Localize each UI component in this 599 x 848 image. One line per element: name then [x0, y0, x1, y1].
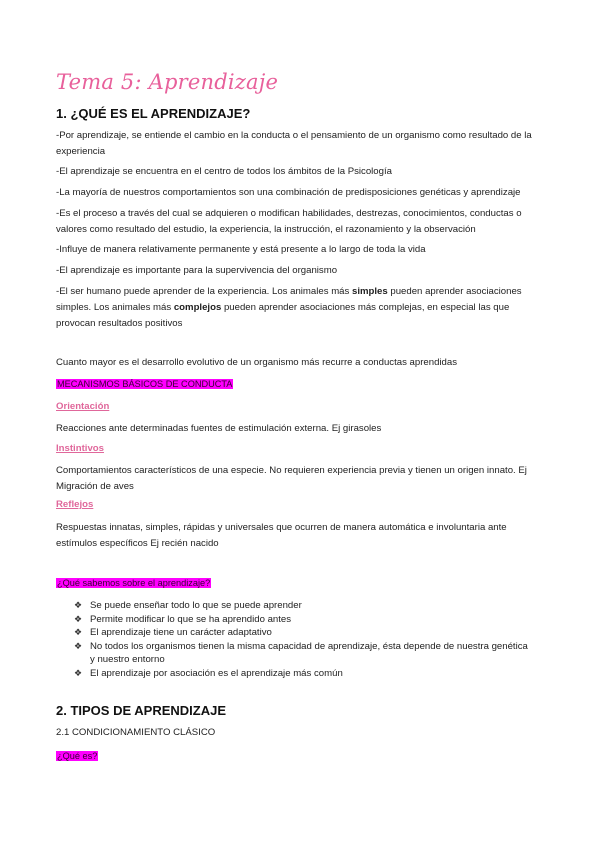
paragraph-3: -La mayoría de nuestros comportamientos son una combinación de predisposiciones genéticas y aprendizaje: [56, 187, 521, 198]
diamond-bullet-icon: ❖: [74, 640, 83, 651]
orientacion-title: Orientación: [56, 401, 110, 412]
list-item-text: El aprendizaje por asociación es el aprendizaje más común: [90, 667, 343, 679]
reflejos-text: Respuestas innatas, simples, rápidas y universales que ocurren de manera automática e involuntaria ante estímulos específicos Ej recién nacido: [56, 522, 507, 549]
diamond-bullet-icon: ❖: [74, 600, 83, 610]
mecanismos-highlight-text: MECANISMOS BÁSICOS DE CONDUCTA: [57, 379, 233, 389]
list-item: [74, 613, 534, 627]
list-item: [74, 640, 534, 667]
paragraph-8: Cuanto mayor es el desarrollo evolutivo de un organismo más recurre a conductas aprendidas: [56, 357, 458, 368]
list-item-text: No todos los organismos tienen la misma capacidad de aprendizaje, ésta depende de nuestra genética y nuestro entorno: [90, 640, 528, 665]
diamond-bullet-icon: ❖: [74, 613, 83, 624]
paragraph-2: -El aprendizaje se encuentra en el centro de todos los ámbitos de la Psicología: [56, 166, 392, 177]
list-item: [74, 667, 534, 681]
list-item-text: Se puede enseñar todo lo que se puede aprender: [90, 600, 302, 611]
page-title: Tema 5: Aprendizaje: [56, 70, 279, 94]
list-item-text: El aprendizaje tiene un carácter adaptativo: [90, 627, 272, 638]
paragraph-4: -Es el proceso a través del cual se adquieren o modifican habilidades, destrezas, conocimientos, conductas o valores como resultado del estudio, la experiencia, la instrucción, el razonamiento y la observación: [56, 208, 522, 235]
que-es-highlight-text: ¿Qué es?: [57, 751, 98, 761]
sabemos-highlight: [56, 577, 211, 589]
sabemos-list: [74, 599, 534, 680]
instintivos-title: Instintivos: [56, 443, 104, 454]
p7-text-a: -El ser humano puede aprender de la experiencia. Los animales más: [56, 286, 352, 297]
que-es-highlight: [56, 750, 98, 762]
section-1-heading: 1. ¿QUÉ ES EL APRENDIZAJE?: [56, 106, 251, 121]
sabemos-highlight-text: ¿Qué sabemos sobre el aprendizaje?: [57, 578, 211, 588]
paragraph-5: -Influye de manera relativamente permanente y está presente a lo largo de toda la vida: [56, 244, 426, 255]
list-item-text: Permite modificar lo que se ha aprendido antes: [90, 613, 292, 625]
diamond-bullet-icon: ❖: [74, 667, 83, 678]
orientacion-text: Reacciones ante determinadas fuentes de estimulación externa. Ej girasoles: [56, 423, 382, 434]
mecanismos-highlight: [56, 378, 233, 390]
paragraph-6: -El aprendizaje es importante para la supervivencia del organismo: [56, 265, 338, 276]
paragraph-7: [56, 284, 546, 332]
p7-bold-simples: simples: [351, 286, 388, 297]
instintivos-text: Comportamientos característicos de una especie. No requieren experiencia previa y tienen un origen innato. Ej Migración de aves: [56, 465, 527, 492]
p7-text-c: pueden aprender asociaciones simples. Los animales más: [56, 286, 522, 313]
section-2-1-subheading: 2.1 CONDICIONAMIENTO CLÁSICO: [56, 727, 216, 738]
p7-bold-complejos: complejos: [173, 302, 222, 313]
diamond-bullet-icon: ❖: [74, 627, 83, 637]
p7-text-e: pueden aprender asociaciones más complejas, en especial las que provocan resultados positivos: [56, 302, 510, 329]
reflejos-title: Reflejos: [56, 499, 94, 510]
section-2-heading: 2. TIPOS DE APRENDIZAJE: [56, 703, 226, 718]
paragraph-1: -Por aprendizaje, se entiende el cambio en la conducta o el pensamiento de un organismo como resultado de la experiencia: [56, 130, 532, 157]
list-item: [74, 599, 534, 613]
list-item: [74, 626, 534, 640]
